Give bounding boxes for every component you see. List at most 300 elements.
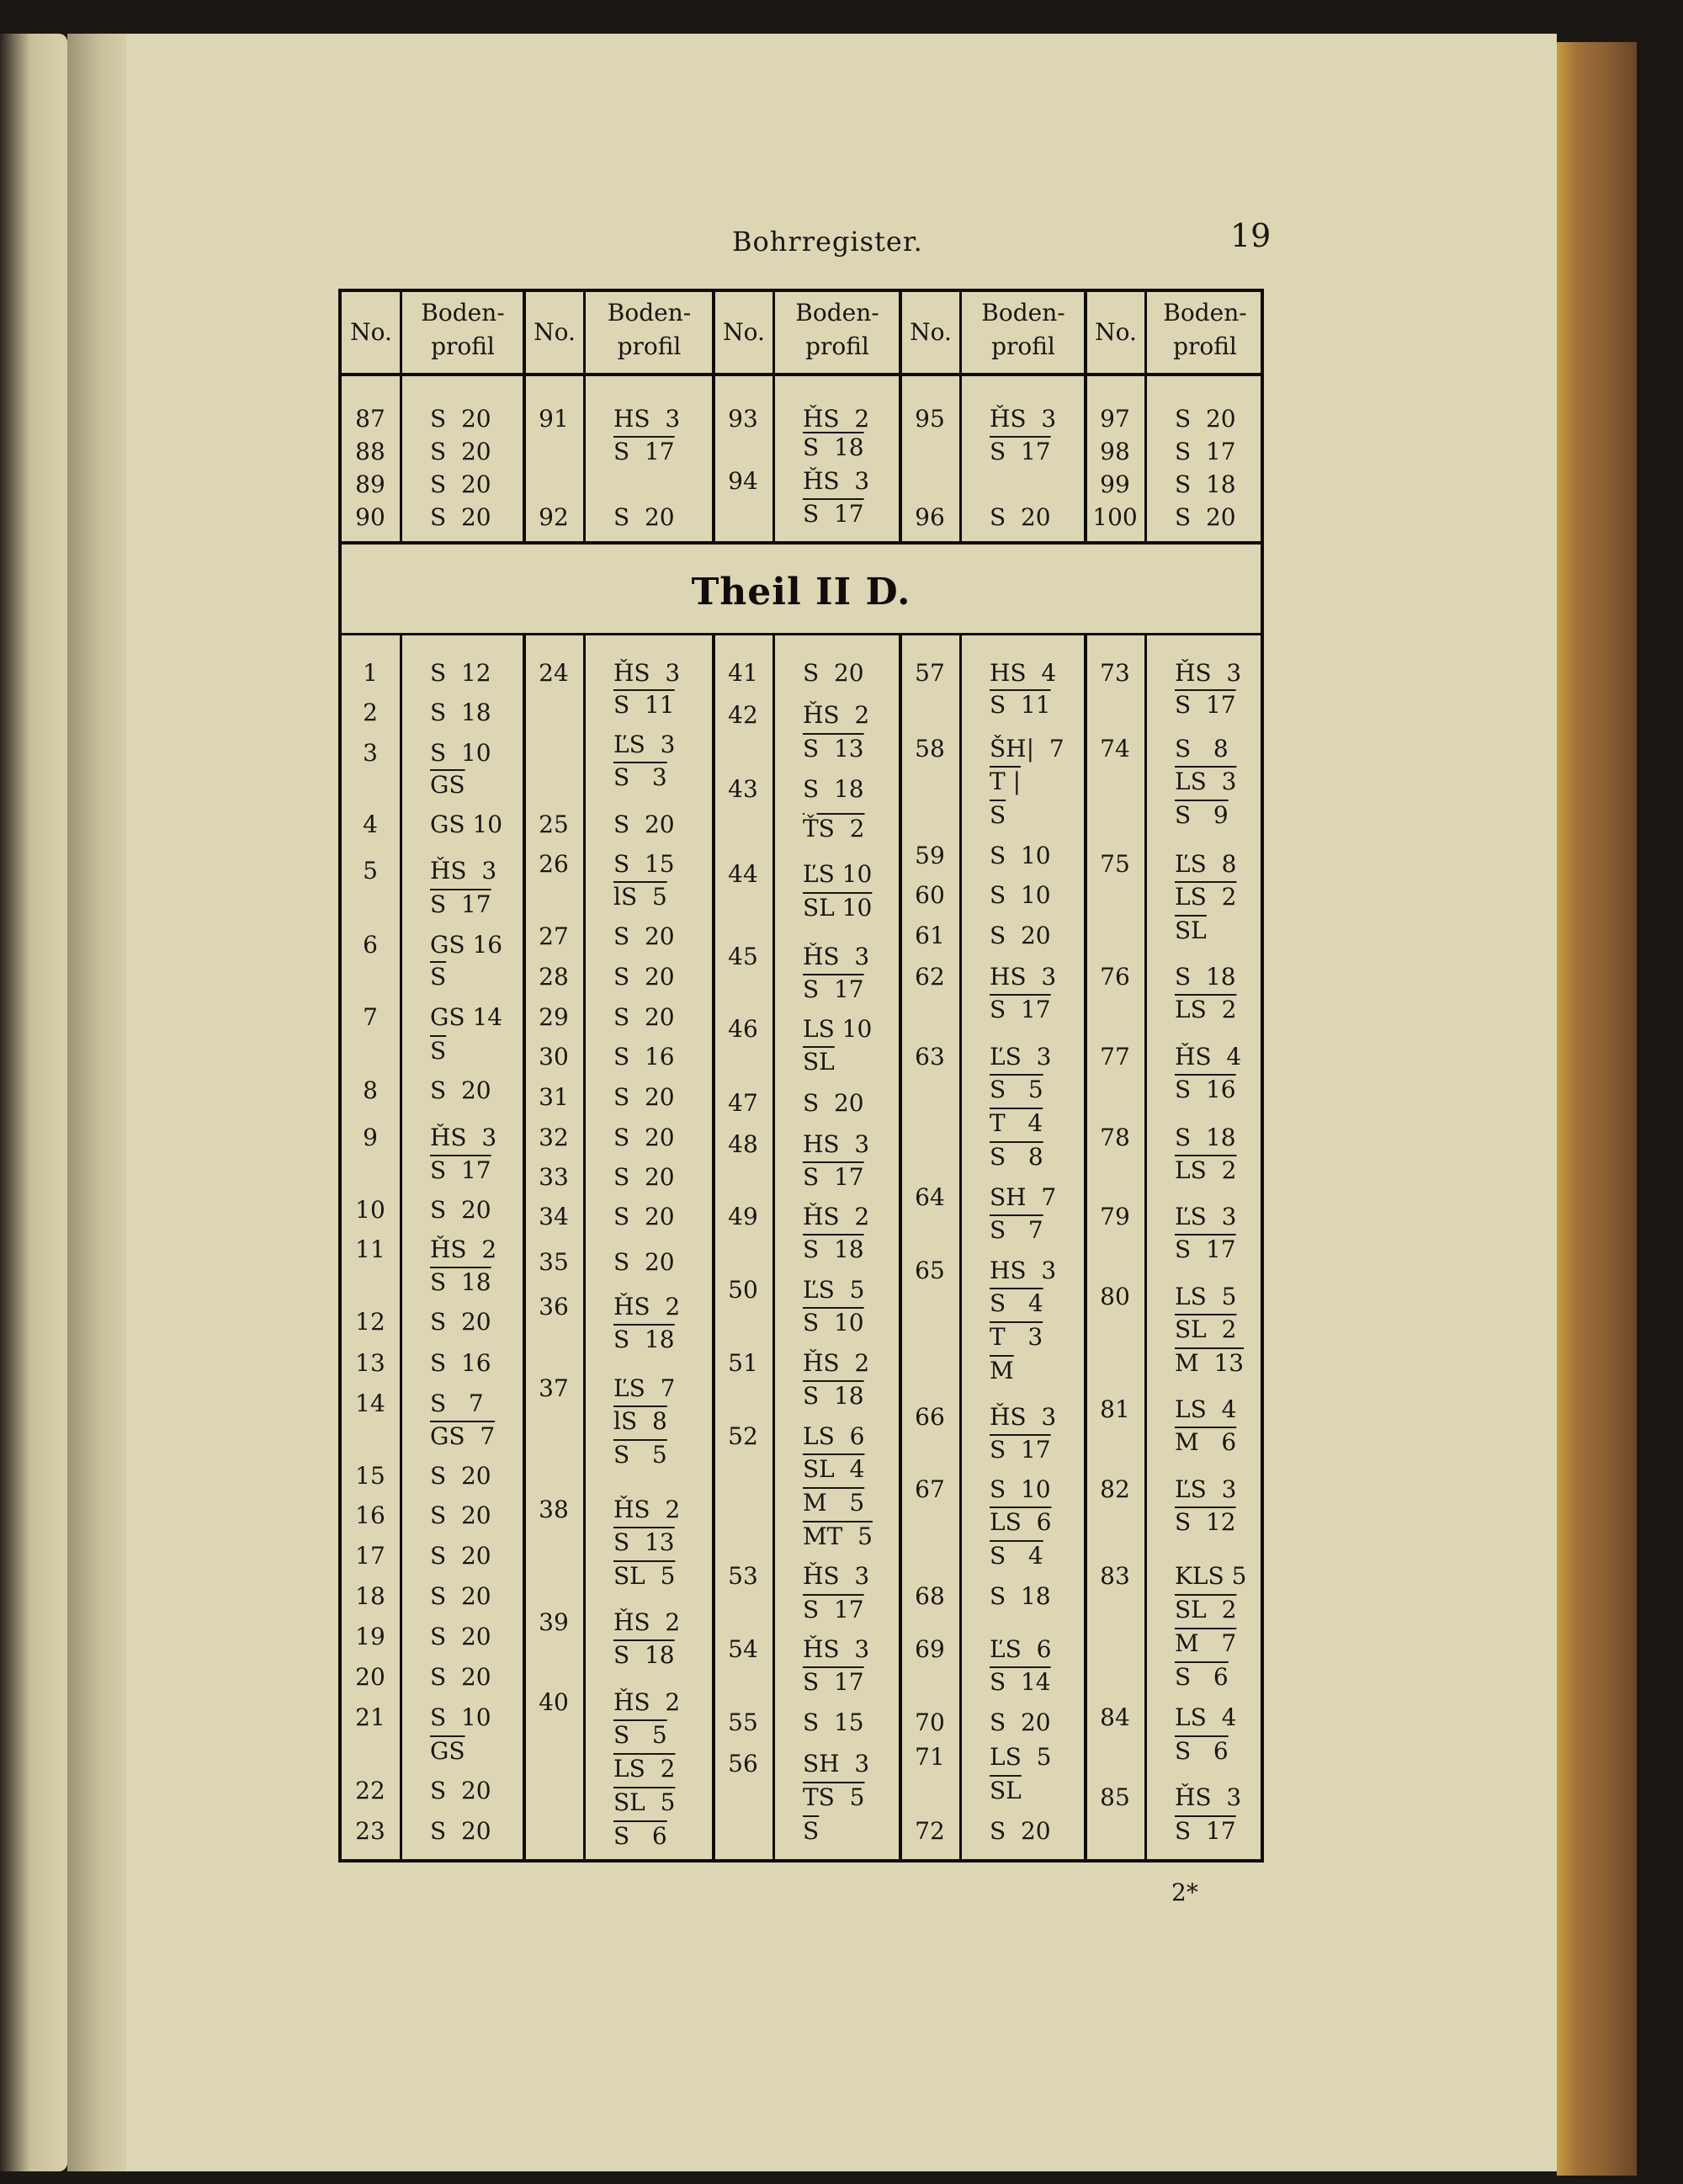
upper-profile-entry: S 20 xyxy=(1175,405,1236,433)
theil-iid-profile-entry: GS 14 xyxy=(430,1003,503,1031)
theil-iid-row-number: 11 xyxy=(355,1235,385,1263)
theil-iid-row-number: 5 xyxy=(363,857,378,885)
theil-iid-profile-entry: S 20 xyxy=(430,1582,491,1610)
theil-iid-profile-entry: S 20 xyxy=(430,1501,491,1529)
theil-iid-profile-entry: ĽS 5 xyxy=(803,1276,865,1304)
upper-profile-entry: S 20 xyxy=(613,503,675,531)
theil-iid-row-number: 10 xyxy=(355,1196,385,1224)
theil-iid-row-number: 8 xyxy=(363,1076,378,1104)
theil-iid-row-number: 80 xyxy=(1100,1283,1130,1310)
theil-iid-row-number: 67 xyxy=(915,1475,945,1503)
theil-iid-profile-entry: ĽS 3 xyxy=(990,1043,1052,1071)
theil-iid-profile-entry: S 17 xyxy=(1175,1817,1236,1845)
theil-iid-profile-entry: $\overline{S}$ xyxy=(990,801,1006,829)
theil-iid-profile-entry: SL 2 xyxy=(1175,1596,1237,1623)
theil-iid-row-number: 7 xyxy=(363,1003,378,1031)
theil-iid-row-number: 75 xyxy=(1100,850,1130,878)
theil-iid-profile-entry: S 18 xyxy=(803,1235,864,1263)
theil-iid-row-number: 42 xyxy=(728,701,758,729)
theil-iid-profile-entry: S 15 xyxy=(803,1708,864,1736)
section-title: Theil II D. xyxy=(691,571,911,614)
theil-iid-profile-entry: S 8 xyxy=(1175,735,1229,763)
theil-iid-row-number: 58 xyxy=(915,735,945,763)
theil-iid-profile-entry: LS 6 xyxy=(990,1508,1052,1536)
theil-iid-profile-entry: lS 8 xyxy=(613,1407,667,1435)
theil-iid-profile-entry: SL 5 xyxy=(613,1788,676,1816)
upper-row-number: 90 xyxy=(355,503,385,531)
theil-iid-profile-entry: $\overline{SL}$ xyxy=(1175,917,1207,944)
left-page-edge xyxy=(0,34,67,2171)
theil-iid-profile-entry: KLS 5 xyxy=(1175,1562,1247,1590)
upper-row-number: 96 xyxy=(915,503,945,531)
upper-profile-entry: S 18 xyxy=(803,433,864,461)
theil-iid-profile-entry: S 20 xyxy=(613,1124,675,1151)
col-group-divider xyxy=(712,635,715,1860)
theil-iid-profile-entry: S 18 xyxy=(430,1268,491,1296)
theil-iid-profile-entry: LS 6 xyxy=(803,1422,865,1450)
theil-iid-row-number: 31 xyxy=(539,1083,569,1111)
theil-iid-profile-entry: T 4 xyxy=(990,1109,1043,1137)
theil-iid-profile-entry: ȞS 2 xyxy=(613,1608,681,1636)
theil-iid-row-number: 37 xyxy=(539,1374,569,1402)
theil-iid-row-number: 14 xyxy=(355,1390,385,1417)
theil-iid-profile-entry: S 20 xyxy=(613,810,675,838)
theil-iid-profile-entry: ȞS 4 xyxy=(1175,1043,1242,1071)
theil-iid-profile-entry: S 5 xyxy=(613,1441,667,1469)
column-header-no: No. xyxy=(910,318,952,346)
theil-iid-profile-entry: SL 2 xyxy=(1175,1315,1237,1343)
theil-iid-row-number: 60 xyxy=(915,881,945,909)
theil-iid-row-number: 78 xyxy=(1100,1124,1130,1151)
theil-iid-profile-entry: S 20 xyxy=(613,1083,675,1111)
column-header-bodenprofil: Boden- profil xyxy=(795,299,879,360)
theil-iid-row-number: 48 xyxy=(728,1130,758,1158)
theil-iid-profile-entry: SH 3 xyxy=(803,1750,870,1777)
theil-iid-row-number: 57 xyxy=(915,659,945,687)
theil-iid-row-number: 34 xyxy=(539,1203,569,1230)
theil-iid-profile-entry: ȞS 3 xyxy=(613,659,681,687)
theil-iid-profile-entry: LS 4 xyxy=(1175,1703,1237,1731)
theil-iid-profile-entry: S 20 xyxy=(430,1777,491,1804)
theil-iid-row-number: 41 xyxy=(728,659,758,687)
theil-iid-profile-entry: S 15 xyxy=(613,850,675,878)
theil-iid-row-number: 85 xyxy=(1100,1783,1130,1811)
theil-iid-profile-entry: ȞS 2 xyxy=(613,1496,681,1523)
upper-profile-entry: HS 3 xyxy=(613,405,681,433)
theil-iid-row-number: 69 xyxy=(915,1635,945,1663)
theil-iid-row-number: 27 xyxy=(539,922,569,950)
page-number: 19 xyxy=(1230,217,1272,254)
theil-iid-row-number: 47 xyxy=(728,1089,758,1117)
section-bottom-rule xyxy=(338,633,1264,635)
theil-iid-profile-entry: S 10 xyxy=(990,881,1051,909)
theil-iid-row-number: 70 xyxy=(915,1708,945,1736)
theil-iid-profile-entry: S 13 xyxy=(613,1528,675,1556)
theil-iid-profile-entry: ȞS 3 xyxy=(430,1124,497,1151)
theil-iid-profile-entry: ȞS 2 xyxy=(430,1235,497,1263)
theil-iid-profile-entry: ȞS 2 xyxy=(613,1293,681,1320)
upper-profile-entry: S 20 xyxy=(430,405,491,433)
theil-iid-profile-entry: T | xyxy=(990,768,1022,795)
theil-iid-row-number: 32 xyxy=(539,1124,569,1151)
upper-profile-entry: ȞS 2 xyxy=(803,405,870,433)
upper-profile-entry: S 17 xyxy=(803,500,864,528)
theil-iid-row-number: 51 xyxy=(728,1349,758,1377)
theil-iid-profile-entry: S 13 xyxy=(803,735,864,763)
upper-profile-entry: S 17 xyxy=(613,438,675,465)
theil-iid-profile-entry: S 17 xyxy=(1175,1235,1236,1263)
theil-iid-profile-entry: SL 4 xyxy=(803,1455,865,1483)
theil-iid-profile-entry: S 18 xyxy=(803,775,864,803)
theil-iid-row-number: 54 xyxy=(728,1635,758,1663)
theil-iid-profile-entry: $\overline{SL}$ xyxy=(803,1048,835,1076)
theil-iid-row-number: 12 xyxy=(355,1308,385,1336)
theil-iid-profile-entry: $\overline{M}$ xyxy=(990,1357,1014,1384)
upper-profile-entry: ȞS 3 xyxy=(990,405,1057,433)
theil-iid-profile-entry: ȞS 3 xyxy=(803,1635,870,1663)
theil-iid-profile-entry: S 17 xyxy=(803,1668,864,1696)
theil-iid-profile-entry: S 17 xyxy=(803,1596,864,1623)
theil-iid-profile-entry: ȞS 3 xyxy=(1175,1783,1242,1811)
theil-iid-row-number: 84 xyxy=(1100,1703,1130,1731)
theil-iid-profile-entry: GS 7 xyxy=(430,1422,496,1450)
running-header: Bohrregister. xyxy=(732,226,923,258)
theil-iid-profile-entry: S 20 xyxy=(430,1308,491,1336)
column-header-no: No. xyxy=(534,318,576,346)
theil-iid-profile-entry: S 6 xyxy=(613,1822,667,1850)
theil-iid-row-number: 66 xyxy=(915,1403,945,1431)
theil-iid-row-number: 28 xyxy=(539,963,569,991)
theil-iid-row-number: 18 xyxy=(355,1582,385,1610)
theil-iid-profile-entry: S 4 xyxy=(990,1542,1043,1570)
theil-iid-profile-entry: ȞS 3 xyxy=(803,1562,870,1590)
theil-iid-profile-entry: S 17 xyxy=(990,1436,1051,1464)
theil-iid-row-number: 36 xyxy=(539,1293,569,1320)
theil-iid-profile-entry: S 18 xyxy=(1175,1124,1236,1151)
upper-profile-entry: S 20 xyxy=(430,470,491,498)
theil-iid-profile-entry: LS 4 xyxy=(1175,1395,1237,1423)
column-header-bodenprofil: Boden- profil xyxy=(981,299,1065,360)
theil-iid-row-number: 2 xyxy=(363,699,378,726)
theil-iid-profile-entry: GS 16 xyxy=(430,931,503,959)
upper-row-number: 95 xyxy=(915,405,945,433)
theil-iid-row-number: 29 xyxy=(539,1003,569,1031)
theil-iid-profile-entry: S 20 xyxy=(990,1708,1051,1736)
theil-iid-row-number: 16 xyxy=(355,1501,385,1529)
upper-profile-entry: S 20 xyxy=(430,438,491,465)
theil-iid-profile-entry: ĽS 3 xyxy=(613,731,676,758)
theil-iid-profile-entry: HS 3 xyxy=(990,1257,1057,1284)
theil-iid-profile-entry: S 12 xyxy=(1175,1508,1236,1536)
theil-iid-profile-entry: S 5 xyxy=(990,1076,1043,1103)
theil-iid-row-number: 13 xyxy=(355,1349,385,1377)
theil-iid-row-number: 56 xyxy=(728,1750,758,1777)
theil-iid-profile-entry: M 5 xyxy=(803,1489,865,1517)
theil-iid-profile-entry: SL 10 xyxy=(803,894,873,922)
theil-iid-profile-entry: S 20 xyxy=(430,1817,491,1845)
theil-iid-profile-entry: S 20 xyxy=(803,659,864,687)
col-no-divider xyxy=(959,635,962,1860)
signature-mark: 2* xyxy=(1171,1878,1198,1906)
theil-iid-profile-entry: S 18 xyxy=(613,1641,675,1669)
theil-iid-profile-entry: S 11 xyxy=(990,691,1051,719)
theil-iid-row-number: 26 xyxy=(539,850,569,878)
upper-row-number: 98 xyxy=(1100,438,1130,465)
theil-iid-row-number: 3 xyxy=(363,739,378,767)
theil-iid-profile-entry: S 18 xyxy=(1175,963,1236,991)
theil-iid-profile-entry: ĽS 7 xyxy=(613,1374,676,1402)
theil-iid-profile-entry: ȞS 2 xyxy=(803,1349,870,1377)
column-header-bodenprofil: Boden- profil xyxy=(421,299,505,360)
theil-iid-profile-entry: S 5 xyxy=(613,1721,667,1749)
theil-iid-profile-entry: S 17 xyxy=(990,996,1051,1023)
theil-iid-profile-entry: S 20 xyxy=(430,1663,491,1691)
theil-iid-profile-entry: S 20 xyxy=(990,1817,1051,1845)
theil-iid-profile-entry: S 11 xyxy=(613,691,675,719)
col-no-divider xyxy=(1144,635,1147,1860)
theil-iid-profile-entry: S 10 xyxy=(803,1309,864,1336)
theil-iid-profile-entry: ȞS 3 xyxy=(803,943,870,970)
theil-iid-profile-entry: ȞS 2 xyxy=(803,701,870,729)
theil-iid-profile-entry: $\overline{S}$ xyxy=(430,963,447,991)
theil-iid-profile-entry: S 18 xyxy=(430,699,491,726)
theil-iid-profile-entry: S 9 xyxy=(1175,801,1229,829)
theil-iid-row-number: 1 xyxy=(363,659,378,687)
theil-iid-profile-entry: S 20 xyxy=(613,1248,675,1276)
theil-iid-profile-entry: M 6 xyxy=(1175,1428,1237,1456)
theil-iid-profile-entry: LS 5 xyxy=(990,1743,1052,1771)
theil-iid-profile-entry: S 10 xyxy=(430,1703,491,1731)
upper-profile-entry: S 17 xyxy=(1175,438,1236,465)
theil-iid-row-number: 68 xyxy=(915,1582,945,1610)
upper-profile-entry: S 20 xyxy=(430,503,491,531)
theil-iid-row-number: 20 xyxy=(355,1663,385,1691)
theil-iid-row-number: 63 xyxy=(915,1043,945,1071)
theil-iid-row-number: 17 xyxy=(355,1542,385,1570)
theil-iid-profile-entry: LS 2 xyxy=(1175,1156,1237,1184)
col-group-divider xyxy=(899,635,902,1860)
theil-iid-profile-entry: S 20 xyxy=(430,1623,491,1650)
theil-iid-profile-entry: S 17 xyxy=(430,890,491,918)
theil-iid-row-number: 49 xyxy=(728,1203,758,1230)
theil-iid-profile-entry: ȞS 3 xyxy=(1175,659,1242,687)
theil-iid-profile-entry: ȞS 3 xyxy=(990,1403,1057,1431)
theil-iid-row-number: 59 xyxy=(915,842,945,869)
theil-iid-profile-entry: S 17 xyxy=(430,1156,491,1184)
theil-iid-profile-entry: LS 10 xyxy=(803,1015,873,1043)
theil-iid-row-number: 22 xyxy=(355,1777,385,1804)
col-no-divider xyxy=(400,635,402,1860)
theil-iid-row-number: 25 xyxy=(539,810,569,838)
theil-iid-row-number: 35 xyxy=(539,1248,569,1276)
upper-row-number: 94 xyxy=(728,467,758,495)
upper-row-number: 99 xyxy=(1100,470,1130,498)
theil-iid-row-number: 73 xyxy=(1100,659,1130,687)
theil-iid-profile-entry: S 16 xyxy=(613,1043,675,1071)
theil-iid-profile-entry: S 20 xyxy=(430,1196,491,1224)
theil-iid-profile-entry: GS 10 xyxy=(430,810,503,838)
theil-iid-row-number: 33 xyxy=(539,1163,569,1191)
theil-iid-row-number: 77 xyxy=(1100,1043,1130,1071)
upper-row-number: 100 xyxy=(1092,503,1138,531)
theil-iid-profile-entry: HS 3 xyxy=(990,963,1057,991)
theil-iid-row-number: 24 xyxy=(539,659,569,687)
theil-iid-profile-entry: $\overline{SL}$ xyxy=(990,1777,1022,1804)
theil-iid-profile-entry: ĽS 3 xyxy=(1175,1475,1237,1503)
theil-iid-profile-entry: S 12 xyxy=(430,659,491,687)
theil-iid-row-number: 40 xyxy=(539,1688,569,1716)
theil-iid-profile-entry: S 17 xyxy=(803,1163,864,1191)
theil-iid-profile-entry: S 18 xyxy=(803,1382,864,1410)
book-gutter xyxy=(67,34,135,2171)
theil-iid-row-number: 30 xyxy=(539,1043,569,1071)
upper-row-number: 92 xyxy=(539,503,569,531)
theil-iid-profile-entry: S 20 xyxy=(613,922,675,950)
upper-row-number: 97 xyxy=(1100,405,1130,433)
theil-iid-profile-entry: T 3 xyxy=(990,1323,1043,1351)
theil-iid-profile-entry: ĽS 8 xyxy=(1175,850,1237,878)
theil-iid-row-number: 83 xyxy=(1100,1562,1130,1590)
theil-iid-row-number: 79 xyxy=(1100,1203,1130,1230)
col-no-divider xyxy=(583,635,586,1860)
theil-iid-row-number: 72 xyxy=(915,1817,945,1845)
theil-iid-row-number: 81 xyxy=(1100,1395,1130,1423)
theil-iid-profile-entry: ȞS 2 xyxy=(803,1203,870,1230)
theil-iid-profile-entry: S 10 xyxy=(990,1475,1051,1503)
theil-iid-profile-entry: MT 5 xyxy=(803,1522,873,1550)
theil-iid-profile-entry: S 8 xyxy=(990,1143,1043,1171)
col-no-divider xyxy=(772,635,775,1860)
theil-iid-profile-entry: LS 2 xyxy=(1175,883,1237,911)
theil-iid-row-number: 15 xyxy=(355,1462,385,1490)
theil-iid-row-number: 9 xyxy=(363,1124,378,1151)
header-rule xyxy=(338,373,1264,376)
theil-iid-profile-entry: S 7 xyxy=(990,1216,1043,1244)
theil-iid-profile-entry: S 20 xyxy=(990,922,1051,949)
theil-iid-profile-entry: M 7 xyxy=(1175,1629,1237,1657)
theil-iid-row-number: 39 xyxy=(539,1608,569,1636)
theil-iid-profile-entry: HS 3 xyxy=(803,1130,870,1158)
theil-iid-profile-entry: ȞS 3 xyxy=(430,857,497,885)
upper-row-number: 87 xyxy=(355,405,385,433)
upper-row-number: 91 xyxy=(539,405,569,433)
theil-iid-row-number: 50 xyxy=(728,1276,758,1304)
upper-profile-entry: S 20 xyxy=(990,503,1051,531)
theil-iid-profile-entry: SL 5 xyxy=(613,1562,676,1590)
upper-profile-entry: ȞS 3 xyxy=(803,467,870,495)
theil-iid-row-number: 71 xyxy=(915,1743,945,1771)
theil-iid-profile-entry: S 20 xyxy=(613,1203,675,1230)
theil-iid-row-number: 53 xyxy=(728,1562,758,1590)
theil-iid-row-number: 45 xyxy=(728,943,758,970)
theil-iid-row-number: 65 xyxy=(915,1257,945,1284)
theil-iid-profile-entry: LS 2 xyxy=(613,1755,676,1783)
theil-iid-row-number: 21 xyxy=(355,1703,385,1731)
theil-iid-profile-entry: ŤS 2 xyxy=(803,815,865,842)
theil-iid-profile-entry: LS 2 xyxy=(1175,996,1237,1023)
book-edge xyxy=(1557,42,1637,2176)
column-header-no: No. xyxy=(350,318,392,346)
theil-iid-profile-entry: S 10 xyxy=(430,739,491,767)
theil-iid-profile-entry: $\overline{GS}$ xyxy=(430,771,465,799)
theil-iid-profile-entry: S 20 xyxy=(430,1542,491,1570)
theil-iid-profile-entry: S 20 xyxy=(430,1462,491,1490)
theil-iid-profile-entry: ĽS 10 xyxy=(803,860,873,888)
theil-iid-profile-entry: lS 5 xyxy=(613,883,667,911)
theil-iid-row-number: 52 xyxy=(728,1422,758,1450)
theil-iid-profile-entry: HS 4 xyxy=(990,659,1057,687)
theil-iid-profile-entry: ĽS 3 xyxy=(1175,1203,1237,1230)
theil-iid-profile-entry: S 16 xyxy=(430,1349,491,1377)
theil-iid-profile-entry: LS 3 xyxy=(1175,768,1237,795)
upper-profile-entry: S 18 xyxy=(1175,470,1236,498)
theil-iid-profile-entry: SH 7 xyxy=(990,1183,1057,1211)
column-header-bodenprofil: Boden- profil xyxy=(1163,299,1247,360)
column-header-no: No. xyxy=(1095,318,1137,346)
upper-profile-entry: S 17 xyxy=(990,438,1051,465)
theil-iid-row-number: 61 xyxy=(915,922,945,949)
col-group-divider xyxy=(1084,635,1087,1860)
theil-iid-profile-entry: S 18 xyxy=(613,1326,675,1353)
column-header-no: No. xyxy=(723,318,765,346)
theil-iid-row-number: 82 xyxy=(1100,1475,1130,1503)
theil-iid-profile-entry: $\overline{S}$ xyxy=(803,1817,820,1845)
theil-iid-row-number: 62 xyxy=(915,963,945,991)
theil-iid-row-number: 46 xyxy=(728,1015,758,1043)
theil-iid-profile-entry: S 14 xyxy=(990,1668,1051,1696)
theil-iid-profile-entry: S 10 xyxy=(990,842,1051,869)
theil-iid-row-number: 4 xyxy=(363,810,378,838)
theil-iid-row-number: 44 xyxy=(728,860,758,888)
theil-iid-row-number: 38 xyxy=(539,1496,569,1523)
column-header-bodenprofil: Boden- profil xyxy=(607,299,692,360)
theil-iid-profile-entry: S 6 xyxy=(1175,1663,1229,1691)
theil-iid-profile-entry: ŠH| 7 xyxy=(990,735,1064,763)
theil-iid-row-number: 55 xyxy=(728,1708,758,1736)
theil-iid-profile-entry: S 18 xyxy=(990,1582,1051,1610)
theil-iid-profile-entry: S 7 xyxy=(430,1390,484,1417)
theil-iid-row-number: 23 xyxy=(355,1817,385,1845)
theil-iid-row-number: 74 xyxy=(1100,735,1130,763)
theil-iid-profile-entry: TS 5 xyxy=(803,1783,865,1811)
theil-iid-profile-entry: LS 5 xyxy=(1175,1283,1237,1310)
theil-iid-row-number: 64 xyxy=(915,1183,945,1211)
theil-iid-profile-entry: S 20 xyxy=(613,1003,675,1031)
upper-row-number: 93 xyxy=(728,405,758,433)
theil-iid-row-number: 19 xyxy=(355,1623,385,1650)
theil-iid-profile-entry: S 20 xyxy=(803,1089,864,1117)
theil-iid-profile-entry: S 17 xyxy=(803,975,864,1003)
theil-iid-profile-entry: S 17 xyxy=(1175,691,1236,719)
theil-iid-profile-entry: S 20 xyxy=(430,1076,491,1104)
upper-profile-entry: S 20 xyxy=(1175,503,1236,531)
theil-iid-profile-entry: S 20 xyxy=(613,1163,675,1191)
upper-bottom-rule xyxy=(338,541,1264,545)
theil-iid-profile-entry: ĽS 6 xyxy=(990,1635,1052,1663)
theil-iid-profile-entry: ȞS 2 xyxy=(613,1688,681,1716)
upper-row-number: 88 xyxy=(355,438,385,465)
theil-iid-row-number: 76 xyxy=(1100,963,1130,991)
theil-iid-profile-entry: S 20 xyxy=(613,963,675,991)
theil-iid-profile-entry: $\overline{S}$ xyxy=(430,1037,447,1065)
theil-iid-profile-entry: S 6 xyxy=(1175,1737,1229,1765)
theil-iid-profile-entry: $\overline{GS}$ xyxy=(430,1737,465,1765)
theil-iid-profile-entry: S 4 xyxy=(990,1289,1043,1317)
theil-iid-profile-entry: S 16 xyxy=(1175,1076,1236,1103)
theil-iid-row-number: 43 xyxy=(728,775,758,803)
theil-iid-profile-entry: S 3 xyxy=(613,763,667,791)
theil-iid-row-number: 6 xyxy=(363,931,378,959)
